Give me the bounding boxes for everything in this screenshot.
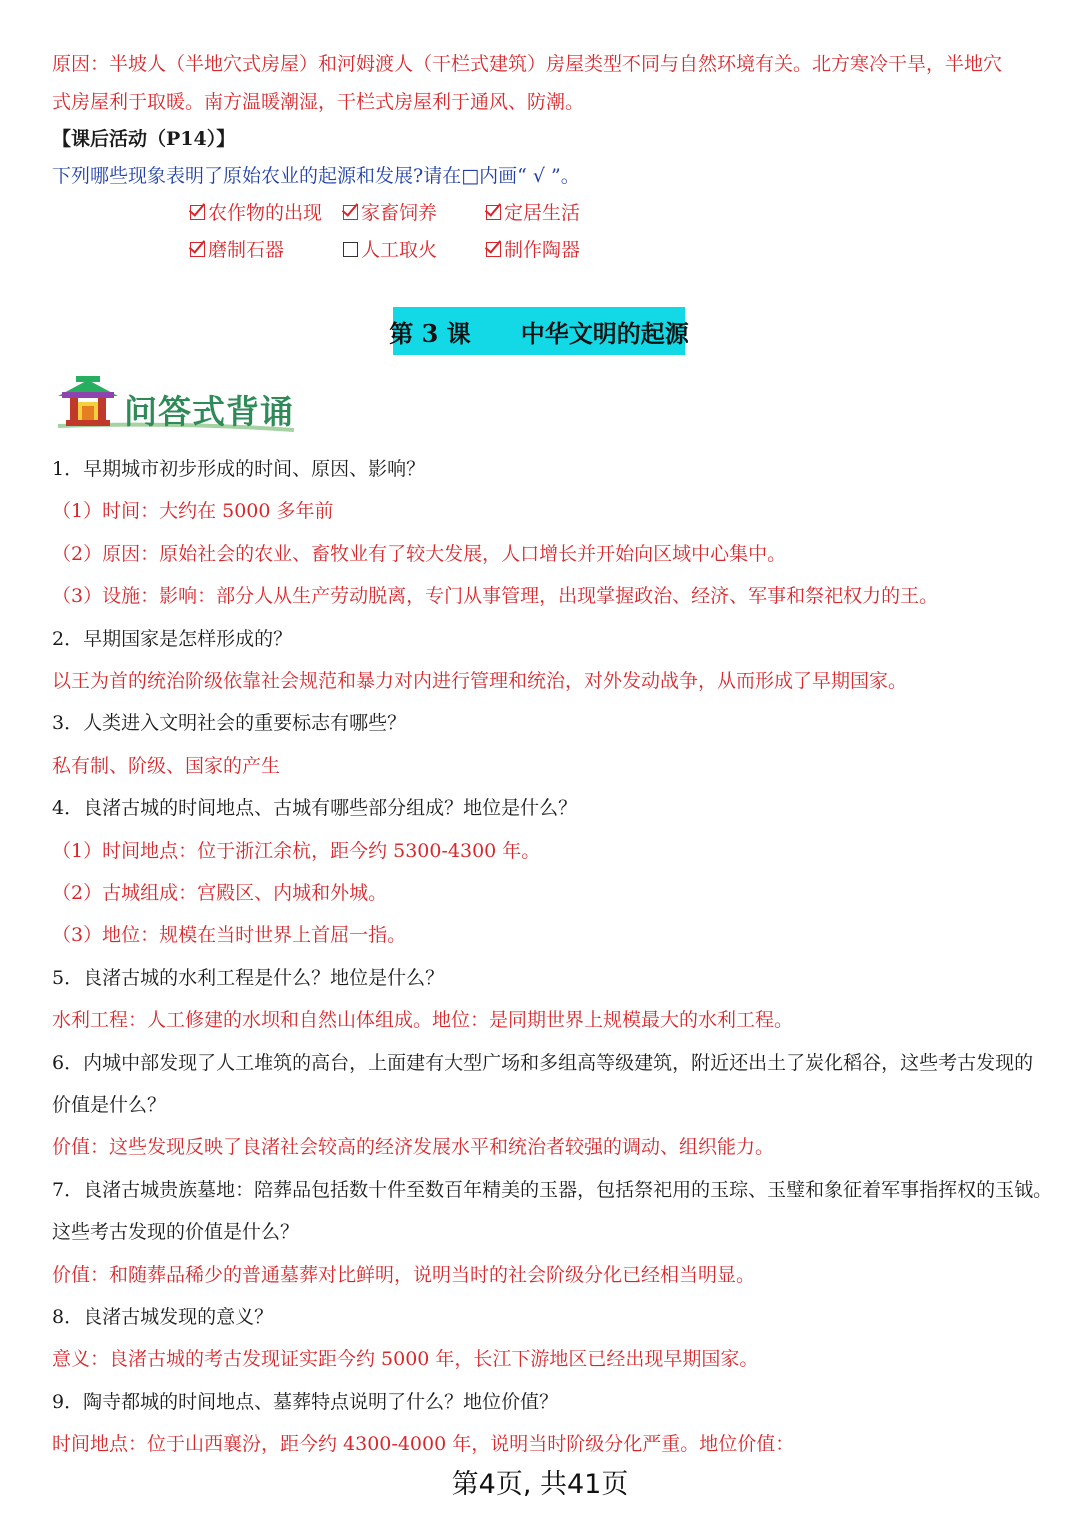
option-polished-stone[interactable] [190, 237, 284, 263]
reason-text-line-2: 式房屋利于取暖。南方温暖潮湿，干栏式房屋利于通风、防潮。 [52, 91, 585, 113]
checkbox-checked-icon[interactable] [486, 242, 501, 257]
option-livestock[interactable] [343, 200, 437, 226]
reason-text-line-1: 原因：半坡人（半地穴式房屋）和河姆渡人（干栏式建筑）房屋类型不同与自然环境有关。北方寒冷干旱，半地穴 [52, 53, 1003, 75]
qa-question: 这些考古发现的价值是什么？ [52, 1221, 300, 1243]
qa-answer: （1）时间地点：位于浙江余杭，距今约 5300-4300 年。 [52, 840, 541, 862]
qa-answer: 时间地点：位于山西襄汾，距今约 4300-4000 年，说明当时阶级分化严重。地位价值： [52, 1433, 795, 1455]
option-label: 家畜饲养 [361, 202, 438, 224]
section-header [56, 374, 296, 436]
qa-answer: 意义：良渚古城的考古发现证实距今约 5000 年，长江下游地区已经出现早期国家。 [52, 1348, 759, 1370]
section-label: 问答式背诵 [124, 392, 294, 431]
qa-question: 2．早期国家是怎样形成的？ [52, 628, 293, 650]
qa-question: 价值是什么？ [52, 1094, 167, 1116]
checkbox-checked-icon[interactable] [190, 242, 205, 257]
activity-heading: 【课后活动（P14）】 [52, 128, 236, 150]
activity-question: 下列哪些现象表明了原始农业的起源和发展?请在□内画“ √ ”。 [52, 165, 580, 187]
qa-question: 1．早期城市初步形成的时间、原因、影响？ [52, 458, 426, 480]
option-pottery[interactable] [486, 237, 580, 263]
qa-question: 8．良渚古城发现的意义？ [52, 1306, 274, 1328]
qa-answer: （1）时间：大约在 5000 多年前 [52, 500, 334, 522]
qa-answer: （3）地位：规模在当时世界上首屈一指。 [52, 924, 407, 946]
option-artificial-fire[interactable] [343, 237, 437, 263]
qa-answer: （2）原因：原始社会的农业、畜牧业有了较大发展，人口增长并开始向区域中心集中。 [52, 543, 787, 565]
qa-answer: 价值：和随葬品稀少的普通墓葬对比鲜明，说明当时的社会阶级分化已经相当明显。 [52, 1264, 756, 1286]
qa-answer: 价值：这些发现反映了良渚社会较高的经济发展水平和统治者较强的调动、组织能力。 [52, 1136, 775, 1158]
option-label: 人工取火 [361, 239, 438, 261]
option-label: 制作陶器 [504, 239, 581, 261]
qa-answer: 私有制、阶级、国家的产生 [52, 755, 281, 777]
option-crops[interactable] [190, 200, 322, 226]
checkbox-empty-icon[interactable] [343, 242, 358, 257]
qa-question: 4．良渚古城的时间地点、古城有哪些部分组成？地位是什么？ [52, 797, 578, 819]
qa-question: 5．良渚古城的水利工程是什么？地位是什么？ [52, 967, 445, 989]
qa-question: 9．陶寺都城的时间地点、墓葬特点说明了什么？地位价值？ [52, 1391, 559, 1413]
checkbox-checked-icon[interactable] [190, 205, 205, 220]
option-label: 农作物的出现 [208, 202, 323, 224]
qa-answer: （2）古城组成：宫殿区、内城和外城。 [52, 882, 388, 904]
checkbox-checked-icon[interactable] [343, 205, 358, 220]
option-settled-life[interactable] [486, 200, 580, 226]
qa-answer: 以王为首的统治阶级依靠社会规范和暴力对内进行管理和统治，对外发动战争，从而形成了早期国家。 [52, 670, 908, 692]
qa-answer: 水利工程：人工修建的水坝和自然山体组成。地位：是同期世界上规模最大的水利工程。 [52, 1009, 794, 1031]
qa-question: 6．内城中部发现了人工堆筑的高台，上面建有大型广场和多组高等级建筑，附近还出土了炭化稻谷，这些考古发现的 [52, 1052, 1034, 1074]
qa-answer: （3）设施：影响：部分人从生产劳动脱离，专门从事管理，出现掌握政治、经济、军事和祭祀权力的王。 [52, 585, 939, 607]
option-label: 磨制石器 [208, 239, 285, 261]
checkbox-checked-icon[interactable] [486, 205, 501, 220]
lesson-title: 第 3 课 中华文明的起源 [393, 307, 685, 355]
option-label: 定居生活 [504, 202, 581, 224]
qa-question: 3．人类进入文明社会的重要标志有哪些？ [52, 712, 407, 734]
page-number: 第4页, 共41页 [451, 1469, 629, 1500]
qa-question: 7．良渚古城贵族墓地：陪葬品包括数十件至数百年精美的玉器，包括祭祀用的玉琮、玉璧和象征着军事指挥权的玉钺。 [52, 1179, 1053, 1201]
